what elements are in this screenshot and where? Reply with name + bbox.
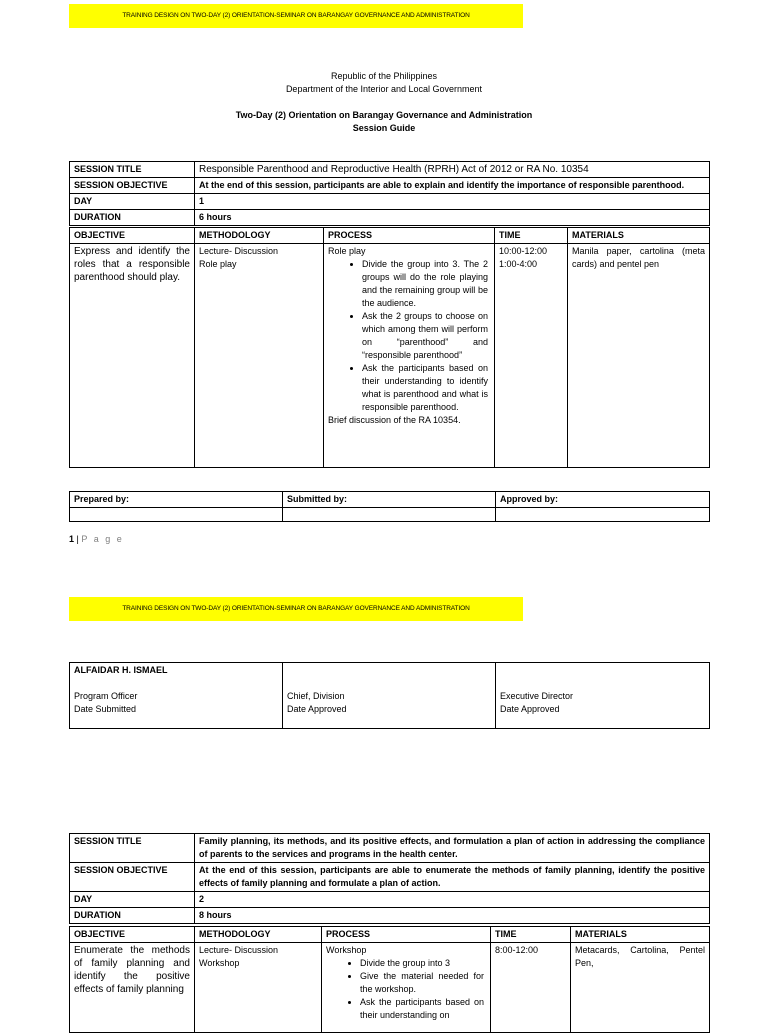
session-objective-label: SESSION OBJECTIVE: [70, 178, 195, 194]
session2-title: Family planning, its methods, and its positive effects, and formulation a plan of action in addressing the compliance of parents to the services and programs in the health center.: [195, 834, 710, 863]
signatory-position: Program Officer: [74, 691, 138, 701]
process-header: PROCESS: [322, 927, 491, 943]
objective-header: OBJECTIVE: [70, 228, 195, 244]
session2-time-cell: 8:00-12:00: [491, 943, 571, 1033]
session2-info-table: [69, 833, 710, 924]
session2-duration: 8 hours: [195, 908, 710, 924]
session2-materials-cell: Metacards, Cartolina, Pentel Pen,: [571, 943, 710, 1033]
page-footer: [69, 534, 124, 544]
document-banner-2: TRAINING DESIGN ON TWO-DAY (2) ORIENTATION-SEMINAR ON BARANGAY GOVERNANCE AND ADMINISTRATION: [69, 597, 523, 621]
process-step: • Ask the participants based on their understanding on: [360, 996, 486, 1022]
process-header: PROCESS: [324, 228, 495, 244]
session2-objective: At the end of this session, participants are able to enumerate the methods of family planning, identify the positive effects of family planning and formulate a plan of action.: [195, 863, 710, 892]
materials-header: MATERIALS: [571, 927, 710, 943]
day-label: DAY: [70, 892, 195, 908]
time-header: TIME: [491, 927, 571, 943]
day-label: DAY: [70, 194, 195, 210]
time-header: TIME: [495, 228, 568, 244]
header-title: Two-Day (2) Orientation on Barangay Governance and Administration: [235, 110, 533, 120]
session2-objective-cell: Enumerate the methods of family planning and identify the positive effects of family planning: [70, 943, 195, 1033]
session2-process-cell: [322, 943, 491, 1033]
session1-info-table: [69, 161, 710, 226]
objective-header: OBJECTIVE: [70, 927, 195, 943]
signatory-date-label: Date Submitted: [74, 704, 137, 714]
signatories-table: [69, 662, 710, 729]
methodology-header: METHODOLOGY: [195, 927, 322, 943]
page-separator: |: [76, 534, 79, 544]
session1-title: Responsible Parenthood and Reproductive Health (RPRH) Act of 2012 or RA No. 10354: [195, 162, 710, 178]
methodology-item: Lecture- Discussion: [199, 246, 279, 256]
session-objective-label: SESSION OBJECTIVE: [70, 863, 195, 892]
session-title-label: SESSION TITLE: [70, 834, 195, 863]
page-label: P a g e: [81, 534, 124, 544]
session1-day: 1: [195, 194, 710, 210]
session1-objective-cell: Express and identify the roles that a responsible parenthood should play.: [70, 244, 195, 468]
submitted-by-label: Submitted by:: [283, 492, 496, 508]
session1-objective: At the end of this session, participants are able to explain and identify the importance of responsible parenthood.: [195, 178, 710, 194]
header-department: Department of the Interior and Local Government: [285, 84, 483, 94]
session-title-label: SESSION TITLE: [70, 162, 195, 178]
session1-duration: 6 hours: [195, 210, 710, 226]
materials-header: MATERIALS: [568, 228, 710, 244]
prepared-by-label: Prepared by:: [70, 492, 283, 508]
session2-day: 2: [195, 892, 710, 908]
session1-methodology-cell: [195, 244, 324, 468]
process-outro: Brief discussion of the RA 10354.: [328, 415, 461, 425]
signoff-table: [69, 491, 710, 522]
process-intro: Workshop: [326, 945, 367, 955]
session2-methodology-cell: [195, 943, 322, 1033]
duration-label: DURATION: [70, 908, 195, 924]
process-list: [328, 258, 490, 414]
session1-plan-table: [69, 227, 710, 468]
session2-plan-table: [69, 926, 710, 1033]
approved-by-label: Approved by:: [496, 492, 710, 508]
session1-time-cell: [495, 244, 568, 468]
signatory-col-3: [496, 663, 710, 729]
signatory-position: Chief, Division: [287, 691, 345, 701]
process-list: [326, 957, 486, 1022]
methodology-header: METHODOLOGY: [195, 228, 324, 244]
signatory-col-1: [70, 663, 283, 729]
process-step: • Give the material needed for the workshop.: [360, 970, 486, 996]
signatory-col-2: [283, 663, 496, 729]
page-number: 1: [69, 534, 75, 544]
header-subtitle: Session Guide: [352, 123, 416, 133]
time-slot: 1:00-4:00: [499, 259, 538, 269]
methodology-item: Lecture- Discussion: [199, 945, 279, 955]
duration-label: DURATION: [70, 210, 195, 226]
process-intro: Role play: [328, 246, 366, 256]
process-step: • Divide the group into 3. The 2 groups will do the role playing and the remaining group will be the audience.: [362, 258, 490, 310]
session1-materials-cell: Manila paper, cartolina (meta cards) and pentel pen: [568, 244, 710, 468]
document-banner: TRAINING DESIGN ON TWO-DAY (2) ORIENTATION-SEMINAR ON BARANGAY GOVERNANCE AND ADMINISTRATION: [69, 4, 523, 28]
signatory-position: Executive Director: [500, 691, 574, 701]
process-step: • Ask the 2 groups to choose on which among them will perform on “parenthood” and “responsible parenthood”: [362, 310, 490, 362]
process-step: • Ask the participants based on their understanding to identify what is parenthood and what is responsible parenthood.: [362, 362, 490, 414]
signatory-date-label: Date Approved: [287, 704, 347, 714]
process-step: • Divide the group into 3: [360, 957, 486, 970]
methodology-item: Workshop: [199, 958, 240, 968]
methodology-item: Role play: [199, 259, 237, 269]
header-republic: Republic of the Philippines: [330, 71, 438, 81]
session1-process-cell: [324, 244, 495, 468]
signatory-date-label: Date Approved: [500, 704, 560, 714]
time-slot: 10:00-12:00: [499, 246, 548, 256]
signatory-name: ALFAIDAR H. ISMAEL: [74, 665, 168, 675]
